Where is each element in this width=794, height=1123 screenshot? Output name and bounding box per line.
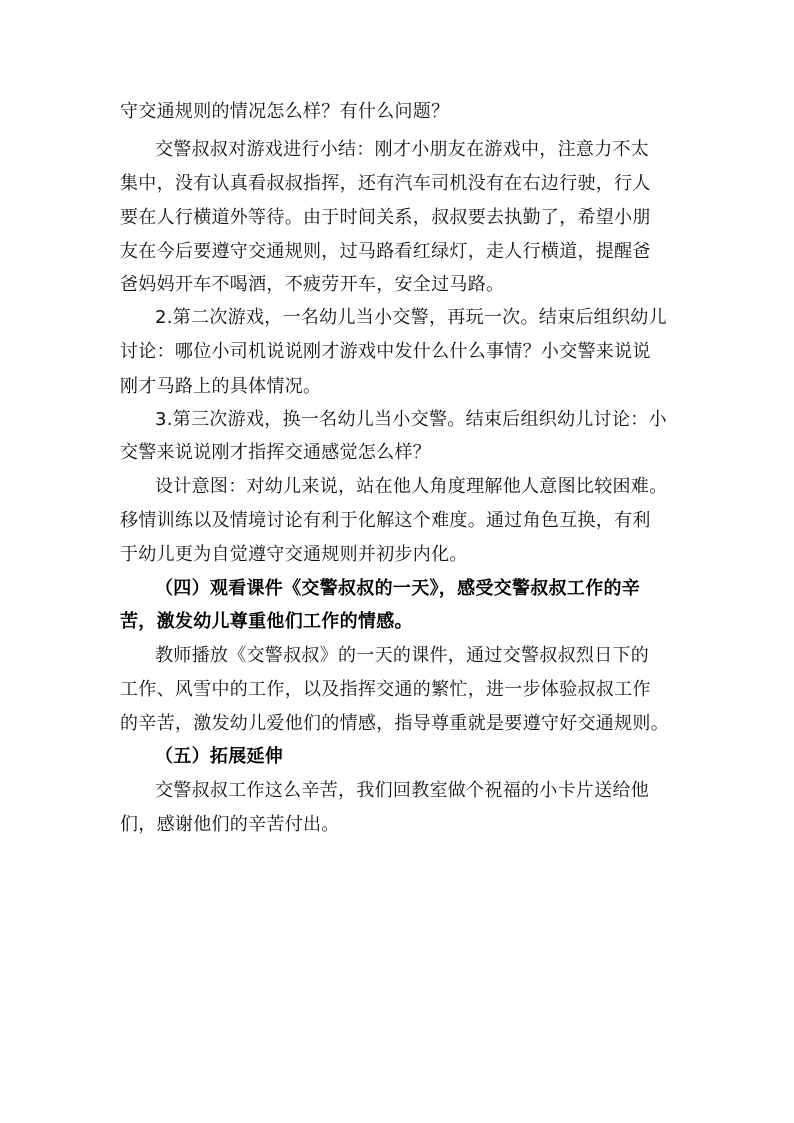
text-line-11: 交警来说说刚才指挥交通感觉怎么样？ [120, 442, 432, 463]
text-line-1: 守交通规则的情况怎么样？有什么问题？ [120, 101, 450, 122]
text-line-2: 交警叔叔对游戏进行小结：刚才小朋友在游戏中，注意力不太 [155, 139, 650, 160]
text-line-13: 移情训练以及情境讨论有利于化解这个难度。通过角色互换，有利 [120, 510, 651, 531]
text-line-10: 3.第三次游戏，换一名幼儿当小交警。结束后组织幼儿讨论：小 [155, 409, 667, 430]
text-line-9: 刚才马路上的具体情况。 [120, 376, 322, 397]
text-line-12: 设计意图：对幼儿来说，站在他人角度理解他人意图比较困难。 [155, 476, 668, 497]
text-line-3: 集中，没有认真看叔叔指挥，还有汽车司机没有在右边行驶，行人 [120, 173, 651, 194]
section-heading-5: （五）拓展延伸 [155, 746, 284, 767]
text-line-18: 工作、风雪中的工作，以及指挥交通的繁忙，进一步体验叔叔工作 [120, 679, 651, 700]
text-line-4: 要在人行横道外等待。由于时间关系，叔叔要去执勤了，希望小朋 [120, 207, 651, 228]
text-line-7: 2.第二次游戏，一名幼儿当小交警，再玩一次。结束后组织幼儿 [155, 307, 667, 328]
text-line-6: 爸妈妈开车不喝酒，不疲劳开车，安全过马路。 [120, 274, 505, 295]
section-heading-4-line-1: （四）观看课件《交警叔叔的一天》，感受交警叔叔工作的辛 [155, 578, 641, 599]
text-line-22: 们，感谢他们的辛苦付出。 [120, 814, 340, 835]
text-line-17: 教师播放《交警叔叔》的一天的课件，通过交警叔叔烈日下的 [155, 645, 650, 666]
section-heading-4-line-2: 苦，激发幼儿尊重他们工作的情感。 [120, 611, 413, 632]
text-line-21: 交警叔叔工作这么辛苦，我们回教室做个祝福的小卡片送给他 [155, 780, 650, 801]
text-line-5: 友在今后要遵守交通规则，过马路看红绿灯，走人行横道，提醒爸 [120, 241, 651, 262]
text-line-14: 于幼儿更为自觉遵守交通规则并初步内化。 [120, 544, 468, 565]
text-line-8: 讨论：哪位小司机说说刚才游戏中发什么什么事情？小交警来说说 [120, 341, 651, 362]
text-line-19: 的辛苦，激发幼儿爱他们的情感，指导尊重就是要遵守好交通规则。 [120, 713, 669, 734]
